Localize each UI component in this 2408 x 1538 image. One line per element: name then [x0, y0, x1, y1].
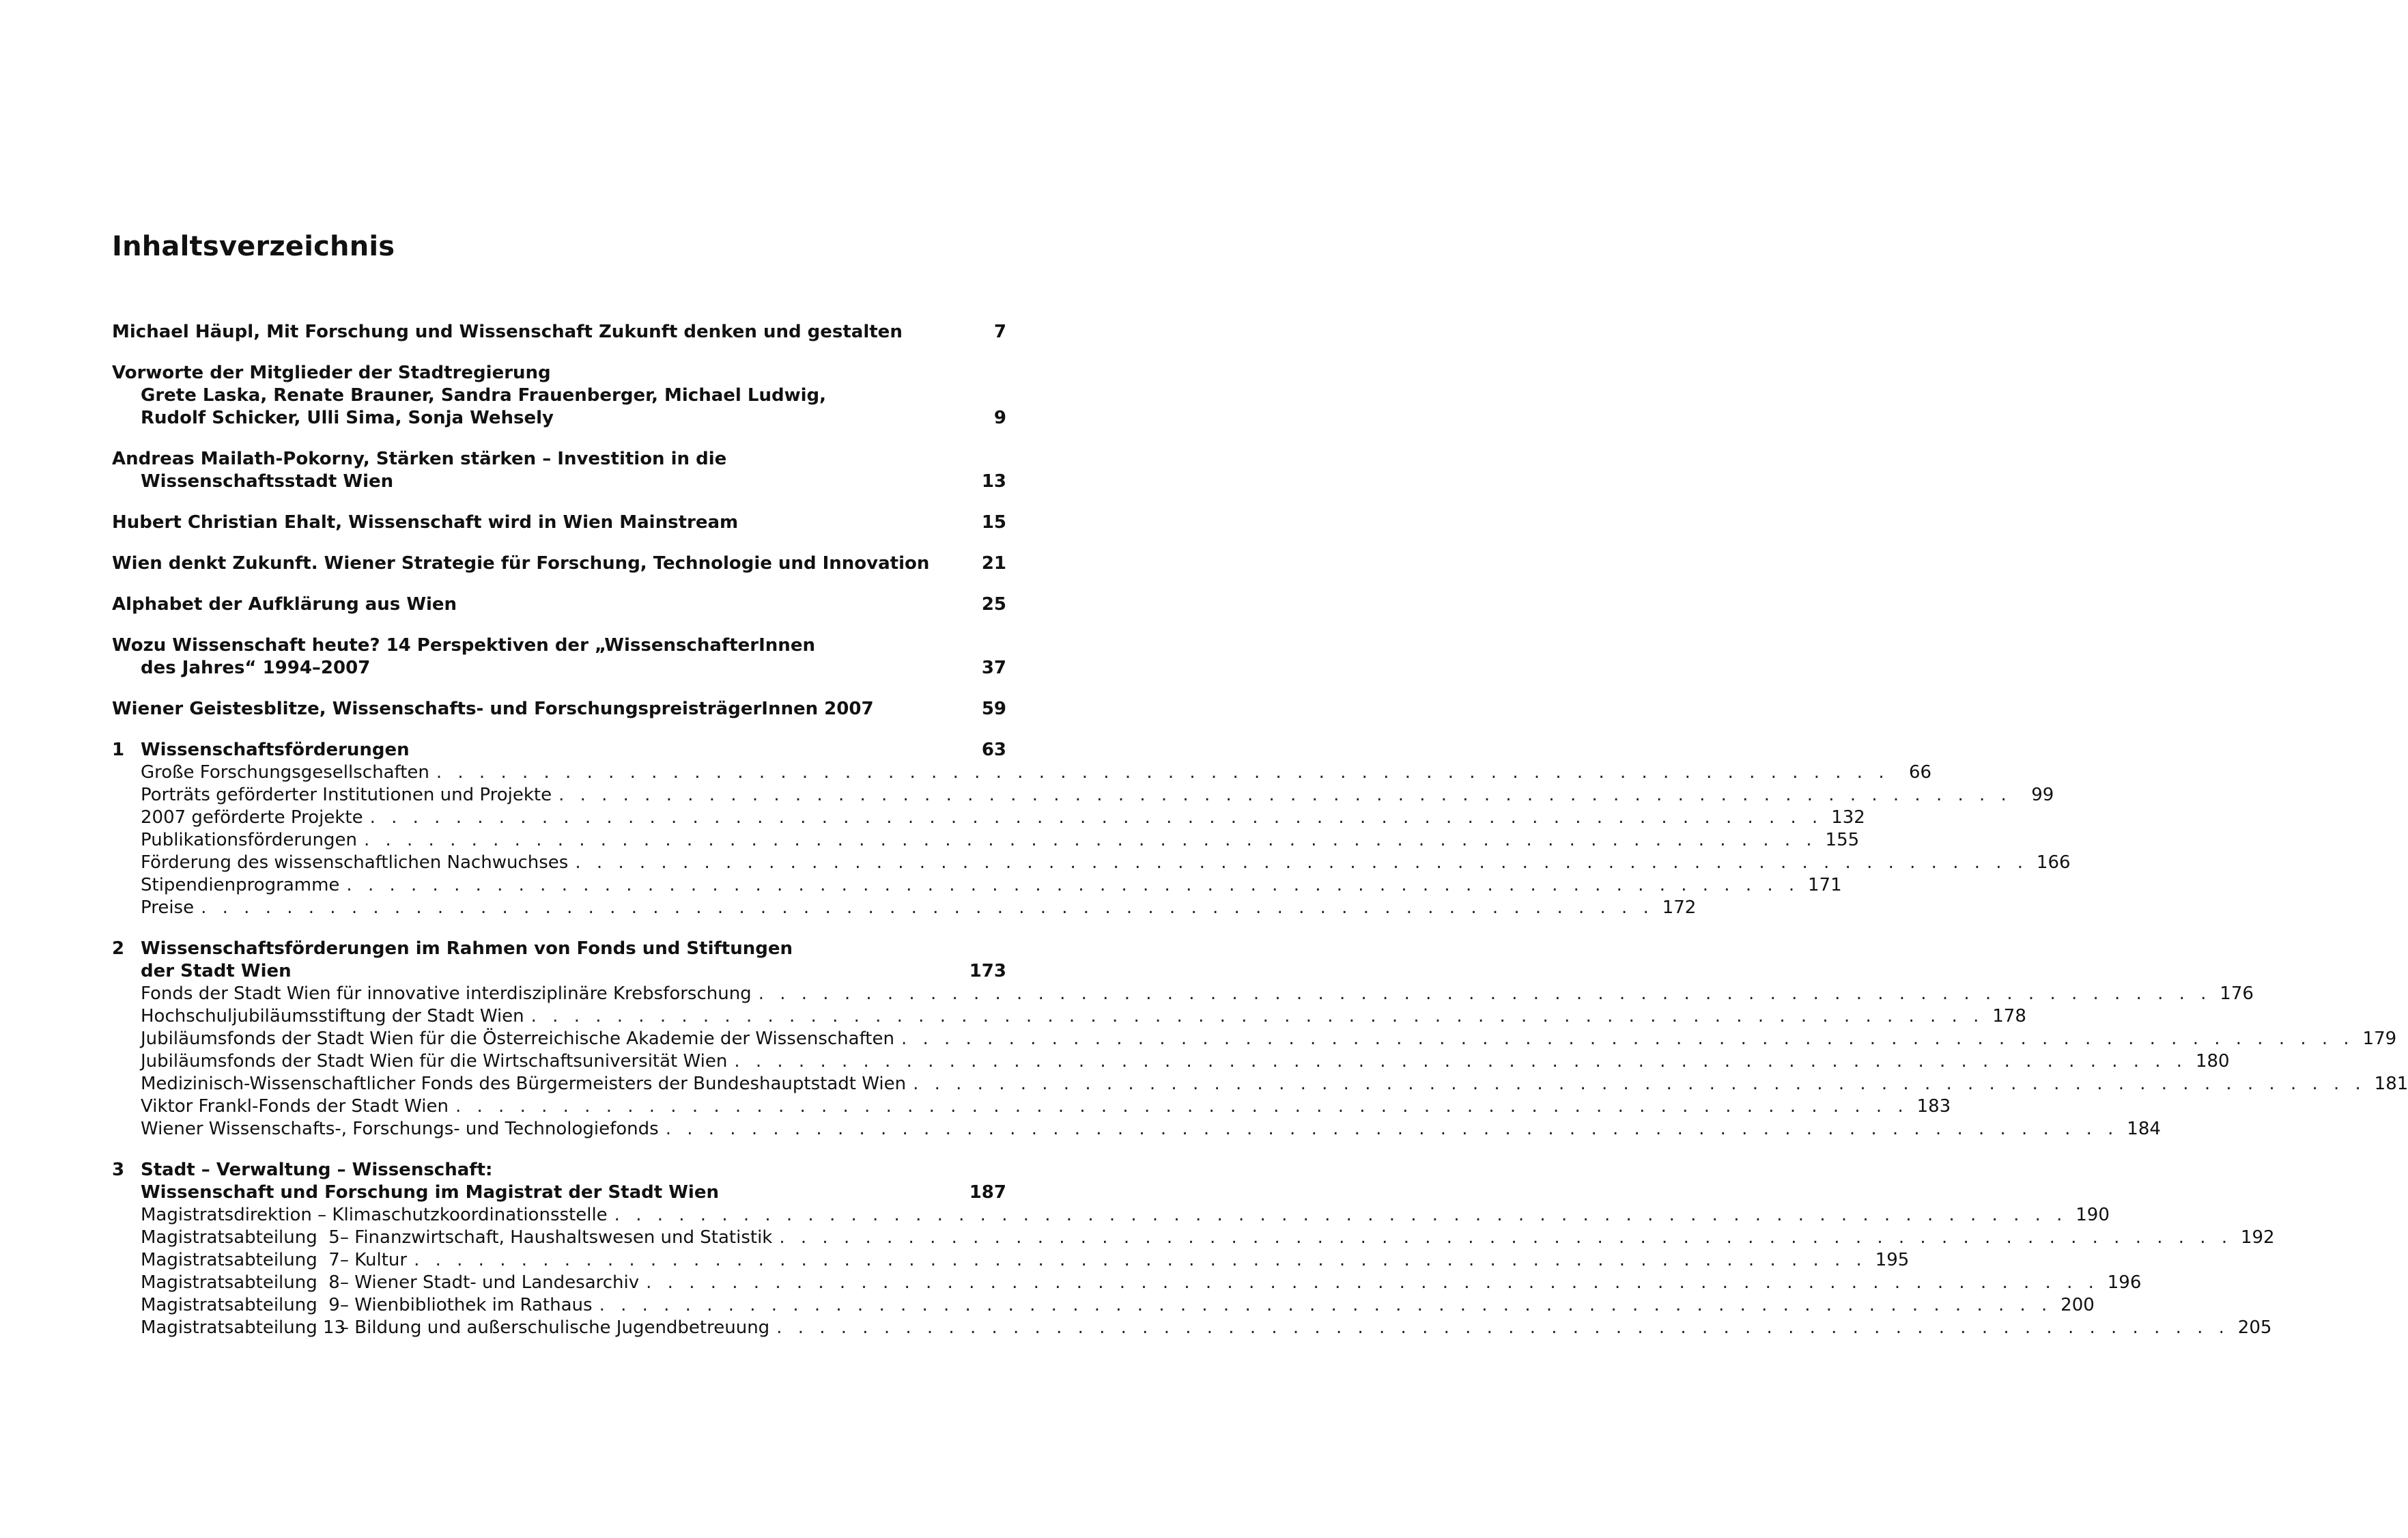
toc-subentry[interactable] [112, 1204, 2110, 1227]
toc-subentry[interactable] [112, 1272, 2142, 1294]
subentry-title: Wiener Wissenschafts-, Forschungs- und Technologiefonds [141, 1119, 659, 1139]
toc-entry[interactable] [112, 362, 1006, 430]
chapter-title-line[interactable] [112, 1159, 1006, 1182]
toc-subentry[interactable] [112, 784, 2054, 807]
toc-subentry[interactable] [112, 1073, 2408, 1095]
dot-leader: . . . . . . . . . . . . . . . . . . . . . . . . . . . . . . . . . . . . . . . . . . . . . . . . . . . . . . . . . . . . . . . . . . . . [614, 1205, 2067, 1225]
chapter-title: Stadt – Verwaltung – Wissenschaft: [141, 1160, 493, 1180]
toc-page-number: 192 [2240, 1227, 2275, 1248]
toc-subentry[interactable] [112, 761, 1932, 784]
department-prefix: Magistratsabteilung 13 [141, 1317, 346, 1338]
department-prefix: Magistratsabteilung 5 [141, 1227, 340, 1248]
toc-subentry[interactable] [112, 1118, 2161, 1141]
toc-page-number: 15 [981, 512, 1006, 533]
dot-leader: . . . . . . . . . . . . . . . . . . . . . . . . . . . . . . . . . . . . . . . . . . . . . . . . . . . . . . . . . . . . . . . . . . . . [414, 1250, 1867, 1270]
toc-entry-title: Andreas Mailath-Pokorny, Stärken stärken – Investition in die [112, 449, 727, 469]
toc-page-number: 178 [1992, 1006, 2026, 1026]
toc-subentry[interactable] [112, 1005, 2026, 1028]
dot-leader: . . . . . . . . . . . . . . . . . . . . . . . . . . . . . . . . . . . . . . . . . . . . . . . . . . . . . . . . . . . . . . . . . . . . [913, 1074, 2366, 1094]
toc-page-number: 166 [2036, 852, 2071, 873]
toc-entry-title: Wien denkt Zukunft. Wiener Strategie für Forschung, Technologie und Innovation [112, 553, 930, 574]
toc-entry[interactable] [112, 512, 1006, 534]
subentry-title: Preise [141, 897, 195, 918]
toc-page-number: 173 [969, 961, 1006, 981]
toc-page-number: 184 [2127, 1119, 2161, 1139]
toc-page-number: 13 [981, 471, 1006, 492]
toc-entry[interactable] [112, 321, 1006, 344]
chapter-title-line[interactable] [112, 739, 1006, 761]
toc-subentry[interactable] [112, 1227, 2275, 1249]
subentry-title: Magistratsdirektion – Klimaschutzkoordinationsstelle [141, 1205, 608, 1225]
toc-subentry[interactable] [112, 1095, 1951, 1118]
subentry-title: Große Forschungsgesellschaften [141, 762, 429, 783]
toc-subentry[interactable] [112, 1317, 2272, 1339]
toc-page-number: 63 [981, 740, 1006, 760]
dot-leader: . . . . . . . . . . . . . . . . . . . . . . . . . . . . . . . . . . . . . . . . . . . . . . . . . . . . . . . . . . . . . . . . . . . . [369, 807, 1823, 828]
subentry-title: – Wienbibliothek im Rathaus [340, 1295, 593, 1315]
toc-page-number: 205 [2237, 1317, 2272, 1338]
toc-subentry[interactable] [112, 1028, 2397, 1050]
dot-leader: . . . . . . . . . . . . . . . . . . . . . . . . . . . . . . . . . . . . . . . . . . . . . . . . . . . . . . . . . . . . . . . . . . . . [646, 1272, 2099, 1293]
dot-leader: . . . . . . . . . . . . . . . . . . . . . . . . . . . . . . . . . . . . . . . . . . . . . . . . . . . . . . . . . . . . . . . . . . . . [558, 785, 2012, 805]
toc-entry[interactable] [112, 698, 1006, 721]
toc-page-number: 180 [2195, 1051, 2230, 1072]
subentry-title: Medizinisch-Wissenschaftlicher Fonds des Bürgermeisters der Bundeshauptstadt Wien [141, 1074, 907, 1094]
dot-leader: . . . . . . . . . . . . . . . . . . . . . . . . . . . . . . . . . . . . . . . . . . . . . . . . . . . . . . . . . . . . . . . . . . . . [436, 762, 1890, 783]
subentry-title: – Bildung und außerschulische Jugendbetreuung [340, 1317, 770, 1338]
chapter-number: 3 [112, 1160, 125, 1180]
dot-leader: . . . . . . . . . . . . . . . . . . . . . . . . . . . . . . . . . . . . . . . . . . . . . . . . . . . . . . . . . . . . . . . . . . . . [901, 1029, 2355, 1049]
dot-leader: . . . . . . . . . . . . . . . . . . . . . . . . . . . . . . . . . . . . . . . . . . . . . . . . . . . . . . . . . . . . . . . . . . . . [734, 1051, 2187, 1072]
toc-page-number: 200 [2060, 1295, 2095, 1315]
toc-entry-subtitle: Rudolf Schicker, Ulli Sima, Sonja Wehsely [141, 408, 554, 428]
dot-leader: . . . . . . . . . . . . . . . . . . . . . . . . . . . . . . . . . . . . . . . . . . . . . . . . . . . . . . . . . . . . . . . . . . . . [201, 897, 1654, 918]
department-prefix: Magistratsabteilung 9 [141, 1295, 340, 1315]
dot-leader: . . . . . . . . . . . . . . . . . . . . . . . . . . . . . . . . . . . . . . . . . . . . . . . . . . . . . . . . . . . . . . . . . . . . [346, 875, 1800, 895]
toc-entry-title: Vorworte der Mitglieder der Stadtregierung [112, 363, 551, 383]
chapter-title-line[interactable] [112, 938, 1006, 960]
chapter-title-continued: Wissenschaft und Forschung im Magistrat der Stadt Wien [141, 1182, 719, 1203]
chapter-title-continued: der Stadt Wien [141, 961, 292, 981]
toc-entry[interactable] [112, 634, 1006, 680]
department-prefix: Magistratsabteilung 8 [141, 1272, 340, 1293]
toc-page-number: 195 [1875, 1250, 1910, 1270]
subentry-title: Publikationsförderungen [141, 830, 357, 850]
toc-subentry[interactable] [112, 874, 1842, 897]
toc-page-number: 132 [1831, 807, 1865, 828]
toc-page-number: 21 [981, 553, 1006, 574]
toc-page-number: 7 [993, 322, 1006, 342]
toc-entry-title: Hubert Christian Ehalt, Wissenschaft wird in Wien Mainstream [112, 512, 739, 533]
toc-page-number: 155 [1825, 830, 1860, 850]
subentry-title: Porträts geförderter Institutionen und Projekte [141, 785, 552, 805]
toc-page-number: 99 [2031, 785, 2054, 805]
toc-entry-title: Michael Häupl, Mit Forschung und Wissenschaft Zukunft denken und gestalten [112, 322, 903, 342]
toc-entry-title: Wiener Geistesblitze, Wissenschafts- und ForschungspreisträgerInnen 2007 [112, 699, 874, 719]
toc-page-number: 171 [1808, 875, 1842, 895]
table-of-contents [112, 321, 2408, 1339]
toc-subentry[interactable] [112, 1294, 2095, 1317]
toc-page-number: 181 [2374, 1074, 2408, 1094]
subentry-title: Fonds der Stadt Wien für innovative interdisziplinäre Krebsforschung [141, 983, 752, 1004]
toc-page-number: 37 [981, 658, 1006, 678]
subentry-title: Jubiläumsfonds der Stadt Wien für die Österreichische Akademie der Wissenschaften [141, 1029, 894, 1049]
dot-leader: . . . . . . . . . . . . . . . . . . . . . . . . . . . . . . . . . . . . . . . . . . . . . . . . . . . . . . . . . . . . . . . . . . . . [455, 1096, 1909, 1117]
toc-chapter [112, 739, 2071, 919]
dot-leader: . . . . . . . . . . . . . . . . . . . . . . . . . . . . . . . . . . . . . . . . . . . . . . . . . . . . . . . . . . . . . . . . . . . . [665, 1119, 2119, 1139]
toc-page-number: 9 [993, 408, 1006, 428]
dot-leader: . . . . . . . . . . . . . . . . . . . . . . . . . . . . . . . . . . . . . . . . . . . . . . . . . . . . . . . . . . . . . . . . . . . . [363, 830, 1817, 850]
toc-subentry[interactable] [112, 983, 2254, 1005]
subentry-title: Hochschuljubiläumsstiftung der Stadt Wien [141, 1006, 524, 1026]
toc-entry-title-continued: des Jahres“ 1994–2007 [141, 658, 371, 678]
chapter-title-line[interactable] [112, 960, 1006, 983]
subentry-title: – Finanzwirtschaft, Haushaltswesen und Statistik [340, 1227, 773, 1248]
subentry-title: Jubiläumsfonds der Stadt Wien für die Wirtschaftsuniversität Wien [141, 1051, 728, 1072]
toc-chapter [112, 938, 2408, 1141]
toc-entry-title: Alphabet der Aufklärung aus Wien [112, 594, 457, 615]
toc-entry[interactable] [112, 553, 1006, 575]
dot-leader: . . . . . . . . . . . . . . . . . . . . . . . . . . . . . . . . . . . . . . . . . . . . . . . . . . . . . . . . . . . . . . . . . . . . [599, 1295, 2052, 1315]
page-title: Inhaltsverzeichnis [112, 231, 395, 262]
subentry-title: – Kultur [340, 1250, 408, 1270]
toc-page-number: 187 [969, 1182, 1006, 1203]
toc-entry-subtitle: Grete Laska, Renate Brauner, Sandra Frauenberger, Michael Ludwig, [141, 385, 826, 406]
toc-page-number: 25 [981, 594, 1006, 615]
subentry-title: Stipendienprogramme [141, 875, 340, 895]
toc-subentry[interactable] [112, 1050, 2230, 1073]
toc-entry-title: Wozu Wissenschaft heute? 14 Perspektiven der „WissenschafterInnen [112, 635, 815, 656]
toc-page-number: 190 [2076, 1205, 2110, 1225]
toc-page-number: 176 [2220, 983, 2254, 1004]
toc-page-number: 183 [1916, 1096, 1951, 1117]
dot-leader: . . . . . . . . . . . . . . . . . . . . . . . . . . . . . . . . . . . . . . . . . . . . . . . . . . . . . . . . . . . . . . . . . . . . [530, 1006, 1984, 1026]
chapter-number: 1 [112, 740, 125, 760]
toc-subentry[interactable] [112, 829, 1860, 852]
dot-leader: . . . . . . . . . . . . . . . . . . . . . . . . . . . . . . . . . . . . . . . . . . . . . . . . . . . . . . . . . . . . . . . . . . . . [779, 1227, 2233, 1248]
toc-subentry[interactable] [112, 807, 1865, 829]
toc-entry[interactable] [112, 593, 1006, 616]
toc-entry-title-continued: Wissenschaftsstadt Wien [141, 471, 394, 492]
toc-page-number: 66 [1909, 762, 1932, 783]
subentry-title: 2007 geförderte Projekte [141, 807, 363, 828]
department-prefix: Magistratsabteilung 7 [141, 1250, 340, 1270]
chapter-title-line[interactable] [112, 1182, 1006, 1204]
chapter-title: Wissenschaftsförderungen [141, 740, 410, 760]
toc-page-number: 59 [981, 699, 1006, 719]
dot-leader: . . . . . . . . . . . . . . . . . . . . . . . . . . . . . . . . . . . . . . . . . . . . . . . . . . . . . . . . . . . . . . . . . . . . [776, 1317, 2230, 1338]
dot-leader: . . . . . . . . . . . . . . . . . . . . . . . . . . . . . . . . . . . . . . . . . . . . . . . . . . . . . . . . . . . . . . . . . . . . [758, 983, 2211, 1004]
toc-chapter [112, 1159, 2275, 1339]
dot-leader: . . . . . . . . . . . . . . . . . . . . . . . . . . . . . . . . . . . . . . . . . . . . . . . . . . . . . . . . . . . . . . . . . . . . [575, 852, 2028, 873]
toc-subentry[interactable] [112, 897, 1697, 919]
toc-page-number: 196 [2107, 1272, 2142, 1293]
subentry-title: – Wiener Stadt- und Landesarchiv [340, 1272, 640, 1293]
toc-page-number: 179 [2362, 1029, 2397, 1049]
toc-subentry[interactable] [112, 1249, 1910, 1272]
subentry-title: Viktor Frankl-Fonds der Stadt Wien [141, 1096, 449, 1117]
subentry-title: Förderung des wissenschaftlichen Nachwuchses [141, 852, 569, 873]
toc-subentry[interactable] [112, 852, 2071, 874]
chapter-title: Wissenschaftsförderungen im Rahmen von Fonds und Stiftungen [141, 938, 793, 959]
toc-page-number: 172 [1662, 897, 1697, 918]
chapter-number: 2 [112, 938, 125, 959]
toc-entry[interactable] [112, 448, 1006, 493]
